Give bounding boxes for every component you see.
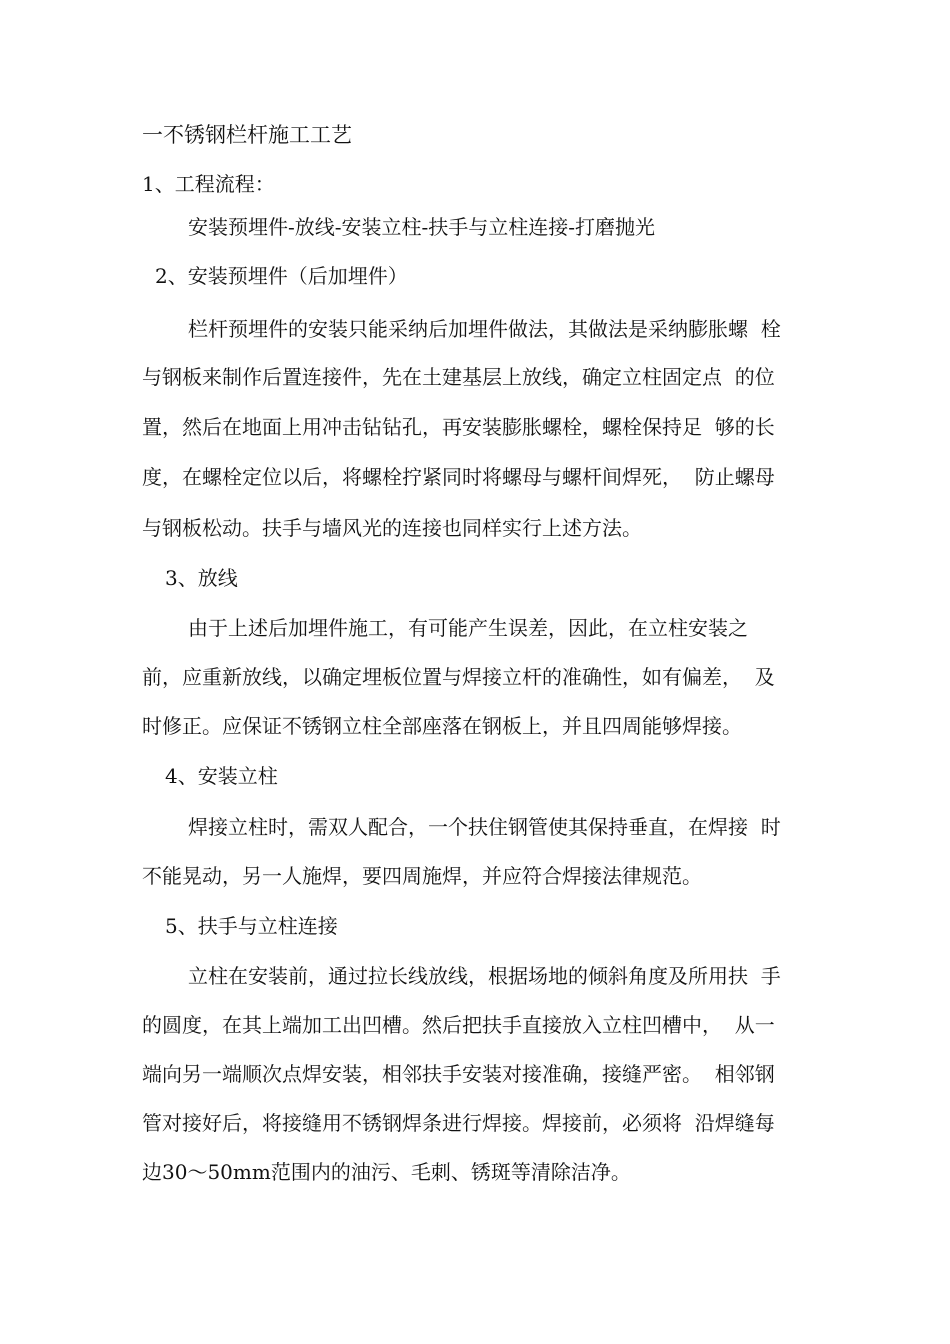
section-2-line-5: 与钢板松动。扶手与墙风光的连接也同样实行上述方法。 [142, 516, 642, 540]
section-5-line-1: 立柱在安装前，通过拉长线放线，根据场地的倾斜角度及所用扶 手 [188, 964, 781, 988]
section-5-line-3: 端向另一端顺次点焊安装，相邻扶手安装对接准确，接缝严密。 相邻钢 [142, 1062, 775, 1086]
section-2-heading: 2、安装预埋件（后加埋件） [155, 264, 408, 288]
section-5-line-5: 边30〜50mm范围内的油污、毛刺、锈斑等清除洁净。 [142, 1160, 631, 1184]
section-4-line-2: 不能晃动，另一人施焊，要四周施焊，并应符合焊接法律规范。 [142, 864, 702, 888]
section-2-line-2: 与钢板来制作后置连接件，先在土建基层上放线，确定立柱固定点 的位 [142, 365, 775, 389]
section-4-heading: 4、安装立柱 [165, 764, 278, 788]
section-1-line-1: 安装预埋件-放线-安装立柱-扶手与立柱连接-打磨抛光 [188, 215, 656, 239]
section-5-line-2: 的圆度，在其上端加工出凹槽。然后把扶手直接放入立柱凹槽中， 从一 [142, 1013, 775, 1037]
section-4-line-1: 焊接立柱时，需双人配合，一个扶住钢管使其保持垂直，在焊接 时 [188, 815, 781, 839]
section-2-line-3: 置，然后在地面上用冲击钻钻孔，再安装膨胀螺栓，螺栓保持足 够的长 [142, 415, 775, 439]
section-3-heading: 3、放线 [165, 566, 238, 590]
section-2-line-1: 栏杆预埋件的安装只能采纳后加埋件做法，其做法是采纳膨胀螺 栓 [188, 317, 781, 341]
section-3-line-1: 由于上述后加埋件施工，有可能产生误差，因此，在立柱安装之 [188, 616, 748, 640]
section-1-heading: 1、工程流程： [142, 172, 275, 196]
section-3-line-2: 前，应重新放线，以确定埋板位置与焊接立杆的准确性，如有偏差， 及 [142, 665, 775, 689]
section-2-line-4: 度，在螺栓定位以后，将螺栓拧紧同时将螺母与螺杆间焊死， 防止螺母 [142, 465, 775, 489]
section-5-heading: 5、扶手与立柱连接 [165, 914, 338, 938]
section-5-line-4: 管对接好后，将接缝用不锈钢焊条进行焊接。焊接前，必须将 沿焊缝每 [142, 1111, 775, 1135]
document-title: 一不锈钢栏杆施工工艺 [142, 123, 352, 147]
section-3-line-3: 时修正。应保证不锈钢立柱全部座落在钢板上，并且四周能够焊接。 [142, 714, 742, 738]
